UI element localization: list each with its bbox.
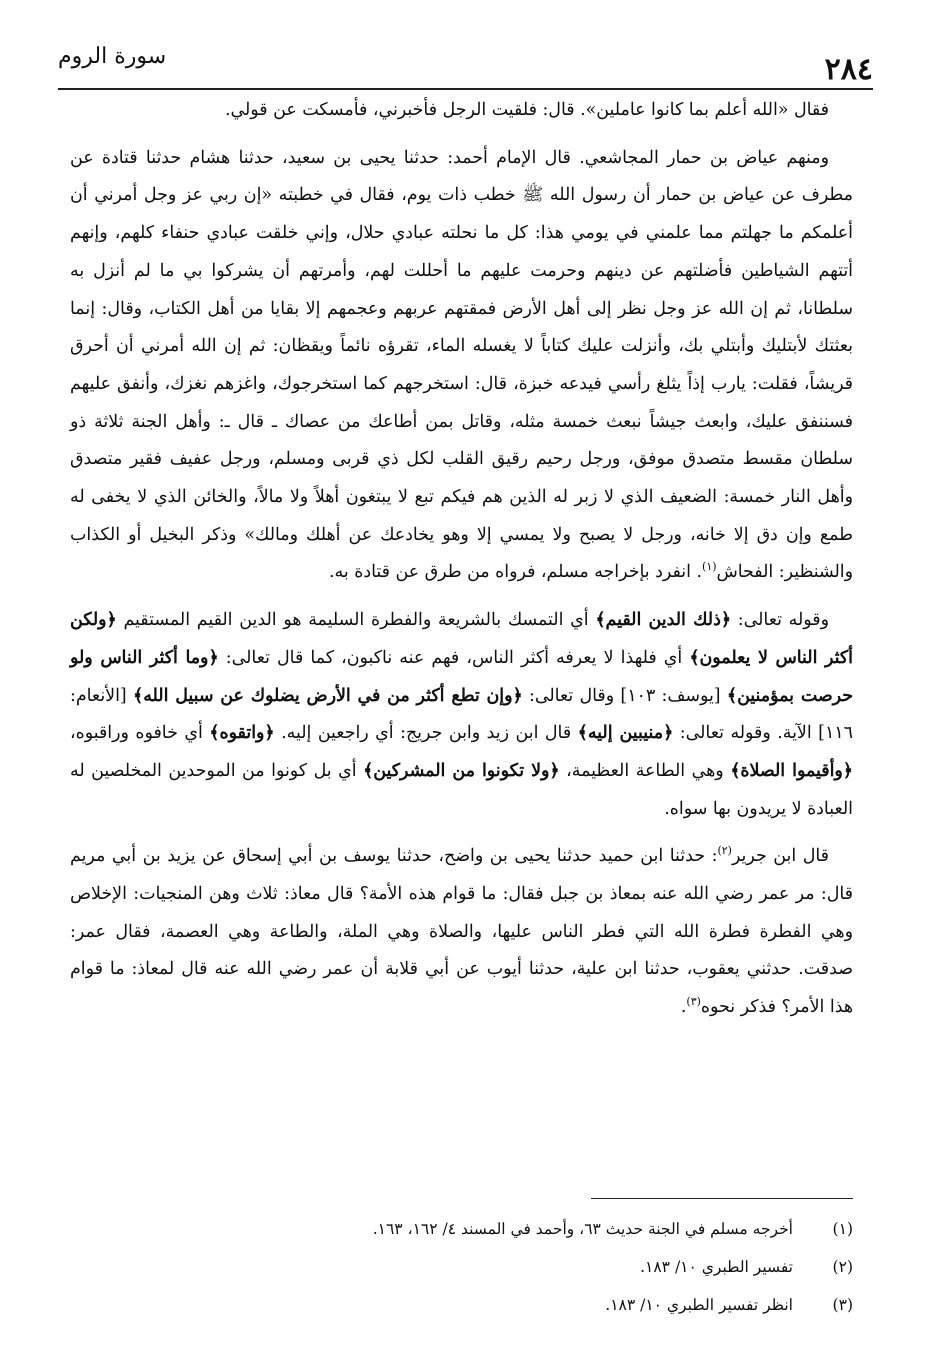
- footnote-number: (١): [832, 1220, 853, 1238]
- text-run: . انفرد بإخراجه مسلم، فرواه من طرق عن قتادة به.: [329, 562, 703, 583]
- page-number: ٢٨٤: [824, 52, 873, 87]
- quran-verse: ﴿وأقيموا الصلاة﴾: [730, 760, 853, 781]
- surah-title: سورة الروم: [58, 44, 167, 69]
- text-run: .: [680, 997, 687, 1018]
- text-run: [يوسف: ١٠٣] وقال تعالى:: [522, 685, 727, 706]
- text-run: وقوله تعالى:: [731, 610, 829, 631]
- text-run: فقال «الله أعلم بما كانوا عاملين». قال: فلقيت الرجل فأخبرني، فأمسكت عن قولي.: [224, 100, 829, 120]
- quran-verse: ﴿ذلك الدين القيم﴾: [595, 610, 732, 631]
- footnote-text: انظر تفسير الطبري ١٠/ ١٨٣.: [605, 1296, 793, 1314]
- quran-verse: ﴿منيبين إليه﴾: [577, 723, 674, 744]
- paragraph: [70, 602, 853, 828]
- text-run: أي بل كونوا من الموحدين المخلصين له العبادة لا يريدون بها سواه.: [70, 760, 853, 819]
- text-run: قال ابن جرير: [731, 846, 829, 867]
- footnote-ref: (٣): [686, 995, 701, 1009]
- text-run: أي خافوه وراقبوه،: [70, 723, 210, 744]
- quran-verse: ﴿ولا تكونوا من المشركين﴾: [363, 760, 560, 781]
- footnote-text: تفسير الطبري ١٠/ ١٨٣.: [640, 1258, 793, 1276]
- main-text: [70, 92, 853, 1027]
- text-run: : حدثنا ابن حميد حدثنا يحيى بن واضح، حدثنا يوسف بن أبي إسحاق عن يزيد بن أبي مريم قال: مر عمر رضي الله عنه بمعاذ بن جبل فقال: ما قوام هذه الأمة؟ قال معاذ: ثلاث وهن المنجيات: الإخلاص وهي الفطرة فطرة الله التي فطر الناس عليها، والصلاة وهي الملة، والطاعة وهي العصمة، فقال عمر: صدقت. حدثني يعقوب، حدثنا ابن علية، حدثنا أيوب عن أبي قلابة أن عمر رضي الله عنه قال لمعاذ: ما قوام هذا الأمر؟ فذكر نحوه: [70, 846, 853, 1018]
- quran-verse: ﴿وإن تطع أكثر من في الأرض يضلوك عن سبيل الله﴾: [133, 685, 523, 706]
- text-run: أي التمسك بالشريعة والفطرة السليمة هو الدين القيم المستقيم: [116, 610, 596, 631]
- footnote-ref: (١): [702, 560, 717, 574]
- text-run: [الأنعام: ١١٦] الآية. وقوله تعالى:: [70, 685, 853, 744]
- text-run: أي فلهذا لا يعرفه أكثر الناس، فهم عنه ناكبون، كما قال تعالى:: [218, 647, 690, 668]
- footnote: [200, 1286, 853, 1324]
- footnote-number: (٢): [832, 1258, 853, 1276]
- quran-verse: ﴿واتقوه﴾: [209, 723, 275, 744]
- footnote: [200, 1248, 853, 1286]
- quran-verse: ﴿وما أكثر الناس ولو حرصت بمؤمنين﴾: [70, 647, 854, 706]
- footnotes: [200, 1210, 853, 1324]
- text-run: وهي الطاعة العظيمة،: [559, 760, 731, 781]
- page-header: [58, 38, 873, 90]
- footnote-ref: (٢): [717, 844, 732, 858]
- text-run: قال ابن زيد وابن جريج: أي راجعين إليه.: [274, 723, 578, 744]
- text-run: ومنهم عياض بن حمار المجاشعي. قال الإمام أحمد: حدثنا يحيى بن سعيد، حدثنا هشام حدثنا قتادة عن مطرف عن عياض بن حمار أن رسول الله ﷺ خطب ذات يوم، فقال في خطبته «إن ربي عز وجل أمرني أن أعلمكم ما جهلتم مما علمني في يومي هذا: كل ما نحلته عبادي حلال، وإني خلقت عبادي حنفاء كلهم، وإنهم أتتهم الشياطين فأضلتهم عن دينهم وحرمت عليهم ما أحللت لهم، وأمرتهم أن يشركوا بي ما لم أنزل به سلطانا، ثم إن الله عز وجل نظر إلى أهل الأرض فمقتهم عربهم وعجمهم إلا بقايا من أهل الكتاب، وقال: إنما بعثتك لأبتليك وأبتلي بك، وأنزلت عليك كتاباً لا يغسله الماء، تقرؤه نائماً ويقظان: ثم إن الله أمرني أن أحرق قريشاً، فقلت: يارب إذاً يثلغ رأسي فيدعه خبزة، قال: استخرجهم كما استخرجوك، واغزهم نغزك، وأنفق عليهم فسننفق عليك، وابعث جيشاً نبعث خمسة مثله، وقاتل بمن أطاعك من عصاك ـ قال ـ: وأهل الجنة ثلاثة ذو سلطان مقسط متصدق موفق، ورجل رحيم رقيق القلب لكل ذي قربى ومسلم، ورجل عفيف فقير متصدق وأهل النار خمسة: الضعيف الذي لا زبر له الذين هم فيكم تبع لا يبتغون أهلاً ولا مالاً، والخائن الذي لا يخفى له طمع وإن دق إلا خانه، ورجل لا يصبح ولا يمسي إلا وهو يخادعك عن أهلك ومالك» وذكر البخيل أو الكذاب والشنظير: الفحاش: [70, 147, 853, 583]
- footnote: [200, 1210, 853, 1248]
- paragraph: [70, 92, 853, 130]
- paragraph: [70, 838, 853, 1027]
- footnote-text: أخرجه مسلم في الجنة حديث ٦٣، وأحمد في المسند ٤/ ١٦٢، ١٦٣.: [372, 1220, 793, 1238]
- paragraph: [70, 140, 853, 592]
- footnote-separator: [591, 1198, 853, 1199]
- quran-verse: ﴿ولكن أكثر الناس لا يعلمون﴾: [70, 610, 854, 668]
- footnote-number: (٣): [832, 1296, 853, 1314]
